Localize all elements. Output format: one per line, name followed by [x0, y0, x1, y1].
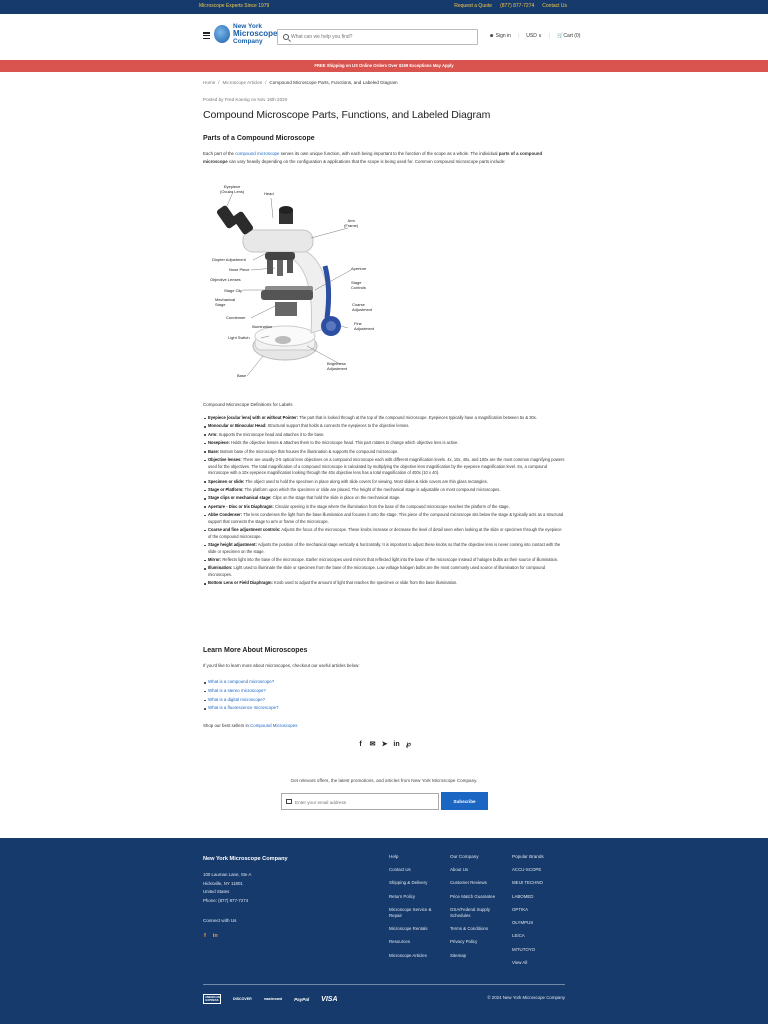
footer-company-name: New York Microscope Company	[203, 856, 288, 862]
label-condenser: Condenser	[226, 315, 246, 320]
mail-icon	[286, 799, 292, 804]
learn-more-links	[208, 678, 279, 713]
label-mechanical-stage: Mechanical Stage	[215, 297, 236, 307]
footer-link[interactable]: About Us	[450, 867, 469, 872]
list-item: Bottom Lens or Field Diaphragm: Knob used to adjust the amount of light that reaches the specimen or slide from the base illumination.	[208, 580, 566, 587]
globe-logo-icon	[214, 25, 230, 43]
microscope-labeled-diagram	[203, 178, 383, 386]
footer-link[interactable]: Sitemap	[450, 952, 467, 958]
linkedin-icon[interactable]: in	[393, 740, 400, 748]
contact-link[interactable]: Contact Us	[542, 3, 567, 9]
email-input[interactable]	[295, 797, 435, 807]
newsletter-text: Get relevant offers, the latest promotions, and articles from New York Microscope Company.	[290, 778, 478, 783]
breadcrumb: Home / Microscope Articles / Compound Microscope Parts, Functions, and Labeled Diagram	[203, 80, 398, 85]
footer-company-column: Our Company About Us Customer Reviews Price Match Guarantee GSA/Federal Supply Schedules Terms & Conditions Privacy Policy Sitemap	[450, 854, 506, 966]
label-base: Base	[237, 373, 247, 378]
footer-address: 100 Lauman Lane, Ste A Hicksville, NY 11801 United States Phone: (877) 877-7274	[203, 871, 251, 905]
footer-link[interactable]: Shipping & Delivery	[389, 880, 428, 886]
copyright: © 2024 New York Microscope Company	[487, 995, 565, 1000]
list-item: Mirror: Reflects light into the base of the microscope. Earlier microscopes used mirrors that reflected light into the base of the microscope instead of halogen bulbs as their source of illumination.	[208, 557, 566, 564]
list-item: Eyepiece (ocular lens) with or without Pointer: The part that is looked through at the top of the compound microscope. Eyepieces typically have a magnification between 5x & 30x.	[208, 415, 566, 422]
footer-link[interactable]: GSA/Federal Supply Schedules	[450, 906, 491, 918]
footer-link[interactable]: Terms & Conditions	[450, 926, 489, 932]
subscribe-button[interactable]: Subscribe	[441, 792, 488, 810]
footer-link[interactable]: Contact Us	[389, 867, 411, 872]
label-objective-lenses: Objective Lenses	[210, 277, 241, 282]
footer-phone[interactable]: Phone: (877) 877-7274	[203, 897, 249, 903]
compound-microscope-link[interactable]: compound microscope	[235, 151, 280, 156]
paypal-icon: PayPal	[294, 996, 310, 1002]
search-input[interactable]	[291, 32, 471, 42]
top-links	[454, 3, 567, 9]
learn-more-intro: If you'd like to learn more about microscopes, checkout our useful articles below:	[203, 663, 360, 668]
footer-brands-column: Popular Brands ACCU-SCOPE MEIJI TECHNO LABOMED OPTIKA OLYMPUS LEICA MITUTOYO View All	[512, 854, 568, 973]
label-fine-adjustment: Fine Adjustment	[354, 321, 375, 331]
section-heading-parts: Parts of a Compound Microscope	[203, 135, 315, 142]
list-item: Base: Bottom base of the microscope that houses the illumination & supports the compound microscope.	[208, 449, 566, 456]
list-item: Specimen or slide: The object used to hold the specimen in place along with slide covers for viewing. Most slides & slide covers are thin glass rectangles.	[208, 479, 566, 486]
list-item: Stage clips or mechanical stage: Clips on the stage that hold the slide in place on the mechanical stage.	[208, 495, 566, 502]
linkedin-icon[interactable]: in	[212, 933, 218, 939]
phone-link[interactable]: (877) 877-7274	[500, 3, 535, 9]
footer-link[interactable]: OLYMPUS	[512, 920, 534, 926]
site-header	[0, 14, 768, 60]
list-item: Arm: Supports the microscope head and attaches it to the base.	[208, 432, 566, 439]
footer-link[interactable]: MITUTOYO	[512, 946, 536, 952]
footer-divider	[203, 984, 565, 985]
definitions-list	[208, 415, 566, 589]
footer-link[interactable]: View All	[512, 960, 528, 966]
hamburger-menu-icon[interactable]	[203, 32, 210, 39]
header-links: ☻ Sign in | USD ∨ | 🛒Cart (0)	[489, 33, 581, 39]
label-eyepiece: Eyepiece (Ocular Lens)	[220, 184, 245, 194]
footer-link[interactable]: LABOMED	[512, 893, 534, 899]
breadcrumb-articles[interactable]: Microscope Articles	[222, 80, 263, 85]
label-light-switch: Light Switch	[228, 335, 250, 340]
facebook-icon[interactable]: f	[359, 740, 362, 748]
label-coarse-adjustment: Coarse Adjustment	[352, 302, 373, 312]
label-aperture: Aperture	[351, 266, 367, 271]
search-icon[interactable]	[283, 34, 289, 40]
twitter-icon[interactable]: ➤	[381, 741, 388, 748]
footer-social	[204, 933, 218, 939]
list-item: Stage or Platform: The platform upon which the specimen or slide are placed. The height of the mechanical stage is adjustable on most compound microscopes.	[208, 487, 566, 494]
site-footer	[0, 838, 768, 1024]
footer-help-column: Help Contact Us Shipping & Delivery Return Policy Microscope Service & Repair Microscope Rentals Resources Microscope Articles	[389, 854, 445, 966]
search-box	[277, 29, 478, 45]
label-nosepiece: Nose Piece	[229, 267, 250, 272]
footer-link[interactable]: Resources	[389, 939, 410, 945]
list-item: Stage height adjustment: Adjusts the position of the mechanical stage vertically & horizontally. It is important to adjust these knobs so that the objective lens is never coming into contact with the slide or specimen on the stage.	[208, 542, 566, 555]
article-link-stereo[interactable]: What is a stereo microscope?	[208, 687, 279, 696]
promo-banner[interactable]: FREE Shipping on US Online Orders Over $199 Exceptions May Apply	[0, 60, 768, 72]
tagline: Microscope Experts Since 1979	[199, 3, 270, 9]
compound-microscopes-link[interactable]: Compound Microscopes	[250, 723, 298, 728]
article-link-compound[interactable]: What is a compound microscope?	[208, 678, 279, 687]
label-illumination: Illumination	[252, 324, 273, 329]
label-head: Head	[264, 191, 274, 196]
request-quote-link[interactable]: Request a Quote	[454, 3, 493, 9]
mastercard-icon: mastercard	[263, 997, 283, 1001]
breadcrumb-home[interactable]: Home	[203, 80, 216, 85]
footer-link[interactable]: LEICA	[512, 933, 525, 939]
sign-in-link[interactable]: ☻ Sign in	[489, 33, 511, 39]
list-item: Monocular or Binocular Head: Structural support that holds & connects the eyepieces to the objective lenses.	[208, 423, 566, 430]
diagram-caption: Compound Microscope Definitions for Labels	[203, 402, 293, 407]
footer-link[interactable]: MEIJI TECHNO	[512, 880, 543, 886]
payment-methods	[203, 994, 338, 1004]
article-link-fluorescence[interactable]: What is a fluorescence microscope?	[208, 704, 279, 713]
section-heading-learn-more: Learn More About Microscopes	[203, 647, 308, 654]
label-stage-clip: Stage Clip	[224, 288, 243, 293]
label-arm: Arm (Frame)	[344, 218, 359, 228]
page-title: Compound Microscope Parts, Functions, and Labeled Diagram	[203, 109, 491, 121]
article-link-digital[interactable]: What is a digital microscope?	[208, 696, 279, 705]
footer-link[interactable]: ACCU-SCOPE	[512, 867, 542, 872]
shop-best-sellers: Shop our best sellers in Compound Microscopes	[203, 723, 298, 728]
visa-icon: VISA	[321, 995, 338, 1003]
site-logo[interactable]: New York Microscope Company	[214, 23, 277, 45]
cart-link[interactable]: 🛒Cart (0)	[557, 33, 581, 39]
label-diopter: Diopter Adjustment	[212, 257, 246, 262]
list-item: Nosepiece: Holds the objective lenses & attaches them to the microscope head. This part rotates to change which objective lens is active.	[208, 440, 566, 447]
intro-paragraph: Each part of the compound microscope serves its own unique function, with each being important to the function of the scope as a whole. The individual parts of a compound microscope can vary heavily depending on the configuration & applications that the scope is being used for. Common compound microscope parts include:	[203, 151, 543, 164]
footer-link[interactable]: Customer Reviews	[450, 880, 487, 886]
currency-selector[interactable]: USD ∨	[526, 33, 542, 39]
breadcrumb-current: Compound Microscope Parts, Functions, and Labeled Diagram	[269, 80, 398, 85]
list-item: Objective lenses: There are usually 3-5 optical lens objectives on a compound microscope each with different magnification levels. 4x, 10x, 40x, and 100x are the most common magnifying powers used for the objectives. The total magnification of a compound microscope is calculated by multiplying the objective lens magnification by the eyepiece magnification level. So, a compound microscope with a 10x eyepiece magnification looking through the 40x objective lens has a total magnification of 400x (10 x 40).	[208, 456, 565, 476]
footer-link[interactable]: Microscope Rentals	[389, 926, 428, 932]
amex-icon: AMERICAN EXPRESS	[205, 995, 221, 1002]
email-box	[281, 793, 439, 810]
footer-link[interactable]: OPTIKA	[512, 906, 529, 912]
list-item: Abbe Condenser: The lens condenses the light from the base illumination and focuses it onto the stage. This piece of the compound microscope sits below the stage & typically acts as a structural support that connects the stage to arm or frame of the microscope.	[208, 512, 566, 525]
share-icons	[357, 740, 412, 748]
email-icon[interactable]: ✉	[369, 741, 376, 748]
list-item: Coarse and fine adjustment controls: Adjusts the focus of the microscope. These knobs increase or decrease the level of detail seen when looking at the slide or specimen through the eyepiece of the compound microscope.	[208, 527, 566, 540]
discover-icon: DISCOVER	[233, 997, 252, 1001]
post-meta: Posted by Fred Koenig on Nov 18th 2020	[203, 97, 288, 102]
list-item: Aperture - Disc or Iris Diaphragm: Circular opening in the stage where the illumination from the base of the compound microscope reaches the platform of the stage.	[208, 504, 566, 511]
label-brightness-adjustment: Brightness Adjustment	[327, 361, 348, 371]
footer-connect-label: Connect with Us	[203, 918, 237, 923]
footer-link[interactable]: Microscope Articles	[389, 952, 427, 958]
list-item: Illumination: Light used to illuminate the slide or specimen from the base of the microscope. Low voltage halogen bulbs are the most commonly used source of illumination for compound microscopes.	[208, 565, 566, 578]
footer-link[interactable]: Microscope Service & Repair	[389, 906, 432, 918]
label-stage-controls: Stage Controls	[351, 280, 366, 290]
footer-link[interactable]: Privacy Policy	[450, 939, 478, 945]
facebook-icon[interactable]: f	[204, 933, 206, 939]
top-bar	[0, 0, 768, 14]
pinterest-icon[interactable]: ℘	[406, 741, 411, 748]
footer-link[interactable]: Price Match Guarantee	[450, 893, 496, 899]
footer-link[interactable]: Return Policy	[389, 893, 416, 899]
